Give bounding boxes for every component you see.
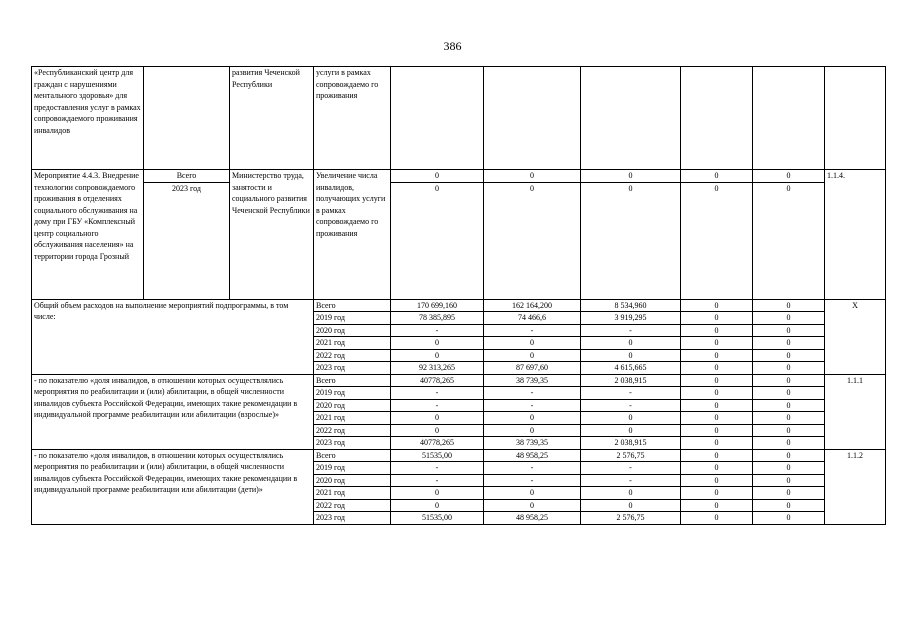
indicator: Увеличение числа инвалидов, получающих услуги в рамках сопровождаемо го проживания — [314, 170, 391, 300]
value-cell: 0 — [681, 170, 753, 183]
value-cell: 0 — [753, 512, 825, 525]
value-cell: 8 534,960 — [581, 299, 681, 312]
value-cell: 0 — [581, 412, 681, 425]
period-cell: 2022 год — [314, 349, 391, 362]
table-row — [32, 182, 886, 299]
value-cell: 0 — [681, 437, 753, 450]
value-cell: 0 — [681, 299, 753, 312]
value-cell: 0 — [753, 449, 825, 462]
value-cell: - — [581, 324, 681, 337]
value-cell: 0 — [484, 412, 581, 425]
value-cell: 0 — [753, 170, 825, 183]
value-cell: 0 — [391, 170, 484, 183]
value-cell: 0 — [581, 170, 681, 183]
value-cell: 0 — [681, 412, 753, 425]
value-cell: 0 — [391, 412, 484, 425]
block-label: - по показателю «доля инвалидов, в отношении которых осуществлялись мероприятия по реабилитации и (или) абилитации, в общей численности инвалидов субъекта Российской Федерации, имеющих такие рекомендации в индивидуальной программе реабилитации или абилитации (дети)» — [32, 449, 314, 524]
value-cell: 0 — [681, 337, 753, 350]
value-cell: 4 615,665 — [581, 362, 681, 375]
value-cell: - — [391, 474, 484, 487]
value-cell: 0 — [681, 182, 753, 299]
value-cell: - — [581, 387, 681, 400]
value-cell: 0 — [391, 182, 484, 299]
value-cell: 51535,00 — [391, 512, 484, 525]
value-cell: 0 — [681, 487, 753, 500]
value-cell: 0 — [581, 499, 681, 512]
value-cell: 0 — [484, 349, 581, 362]
value-cell: 0 — [753, 337, 825, 350]
value-cell: 48 958,25 — [484, 449, 581, 462]
period-cell: 2023 год — [314, 362, 391, 375]
value-cell: 0 — [484, 337, 581, 350]
value-cell: 0 — [753, 324, 825, 337]
period-cell: 2021 год — [314, 337, 391, 350]
table-row — [32, 299, 886, 312]
code-cell: Х — [825, 299, 886, 374]
value-cell: 2 576,75 — [581, 512, 681, 525]
value-cell: 0 — [753, 399, 825, 412]
value-cell: 3 919,295 — [581, 312, 681, 325]
value-cell: - — [484, 387, 581, 400]
value-cell: 0 — [753, 412, 825, 425]
period-cell: 2020 год — [314, 399, 391, 412]
value-cell: 0 — [753, 349, 825, 362]
period-cell: 2022 год — [314, 499, 391, 512]
value-cell: 0 — [681, 349, 753, 362]
value-cell: - — [391, 462, 484, 475]
value-cell: - — [391, 324, 484, 337]
value-cell: 38 739,35 — [484, 374, 581, 387]
period-cell: 2020 год — [314, 474, 391, 487]
table-row — [32, 374, 886, 387]
value-cell: 0 — [681, 462, 753, 475]
value-cell: 0 — [753, 462, 825, 475]
value-cell: 0 — [753, 362, 825, 375]
value-cell: 0 — [681, 474, 753, 487]
value-cell: - — [581, 474, 681, 487]
value-cell: - — [484, 462, 581, 475]
value-cell: 0 — [484, 170, 581, 183]
period-cell: Всего — [314, 449, 391, 462]
value-cell: 0 — [681, 424, 753, 437]
value-cell: - — [484, 474, 581, 487]
value-cell: 0 — [391, 337, 484, 350]
code-cell: 1.1.2 — [825, 449, 886, 524]
value-cell: 78 385,895 — [391, 312, 484, 325]
value-cell: - — [391, 387, 484, 400]
value-cell: 48 958,25 — [484, 512, 581, 525]
value-cell: - — [391, 399, 484, 412]
value-cell: 0 — [484, 424, 581, 437]
value-cell: 0 — [753, 374, 825, 387]
value-cell: 2 576,75 — [581, 449, 681, 462]
value-cell: 0 — [753, 499, 825, 512]
value-cell: 0 — [484, 487, 581, 500]
value-cell: 0 — [681, 499, 753, 512]
period-cell: 2019 год — [314, 312, 391, 325]
period-cell: 2019 год — [314, 387, 391, 400]
value-cell: 0 — [484, 499, 581, 512]
period-cell: 2023 год — [144, 182, 230, 299]
measure-name: Мероприятие 4.4.3. Внедрение технологии сопровождаемого проживания в отделениях социального обслуживания на дому при ГБУ «Комплексный центр социального обслуживания населения» на территории города Грозный — [32, 170, 144, 300]
period-cell: 2023 год — [314, 437, 391, 450]
period-cell: Всего — [314, 299, 391, 312]
value-cell: 0 — [681, 399, 753, 412]
value-cell: 87 697,60 — [484, 362, 581, 375]
table-row — [32, 170, 886, 183]
value-cell: 0 — [681, 374, 753, 387]
executor: развития Чеченской Республики — [230, 67, 314, 170]
value-cell: 40778,265 — [391, 437, 484, 450]
period-cell: Всего — [314, 374, 391, 387]
block-label: Общий объем расходов на выполнение мероприятий подпрограммы, в том числе: — [32, 299, 314, 374]
value-cell: 51535,00 — [391, 449, 484, 462]
value-cell: 0 — [581, 424, 681, 437]
value-cell: 0 — [681, 324, 753, 337]
value-cell: 0 — [581, 182, 681, 299]
period-cell: 2020 год — [314, 324, 391, 337]
value-cell: 0 — [753, 182, 825, 299]
value-cell: 38 739,35 — [484, 437, 581, 450]
value-cell: 92 313,265 — [391, 362, 484, 375]
value-cell: 0 — [681, 312, 753, 325]
value-cell: 0 — [753, 424, 825, 437]
period-cell: 2021 год — [314, 487, 391, 500]
budget-table — [31, 66, 886, 525]
value-cell: 0 — [681, 387, 753, 400]
value-cell: 0 — [753, 312, 825, 325]
value-cell: - — [484, 399, 581, 412]
period-cell: 2023 год — [314, 512, 391, 525]
indicator: услуги в рамках сопровождаемо го проживания — [314, 67, 391, 170]
value-cell: 0 — [753, 387, 825, 400]
code-cell: 1.1.1 — [825, 374, 886, 449]
value-cell: 2 038,915 — [581, 374, 681, 387]
block-label: - по показателю «доля инвалидов, в отношении которых осуществлялись мероприятия по реабилитации и (или) абилитации, в общей численности инвалидов субъекта Российской Федерации, имеющих такие рекомендации в индивидуальной программе реабилитации или абилитации (взрослые)» — [32, 374, 314, 449]
value-cell: 0 — [753, 437, 825, 450]
value-cell: - — [581, 462, 681, 475]
table-row — [32, 67, 886, 170]
value-cell: 2 038,915 — [581, 437, 681, 450]
value-cell: 0 — [753, 487, 825, 500]
value-cell: 0 — [391, 487, 484, 500]
measure-name: «Республиканский центр для граждан с нарушениями ментального здоровья» для предоставления услуг в рамках сопровождаемого проживания инвалидов — [32, 67, 144, 170]
period-cell: 2022 год — [314, 424, 391, 437]
value-cell: 0 — [581, 487, 681, 500]
value-cell: 0 — [581, 349, 681, 362]
value-cell: 0 — [391, 424, 484, 437]
value-cell: 0 — [391, 349, 484, 362]
executor: Министерство труда, занятости и социального развития Чеченской Республики — [230, 170, 314, 300]
value-cell: 40778,265 — [391, 374, 484, 387]
value-cell: 0 — [753, 474, 825, 487]
value-cell: 170 699,160 — [391, 299, 484, 312]
value-cell: - — [581, 399, 681, 412]
value-cell: 0 — [484, 182, 581, 299]
value-cell: 0 — [681, 362, 753, 375]
value-cell: 0 — [681, 449, 753, 462]
table-row — [32, 449, 886, 462]
page-number: 386 — [443, 39, 462, 53]
period-cell: Всего — [144, 170, 230, 183]
value-cell: 162 164,200 — [484, 299, 581, 312]
value-cell: 0 — [581, 337, 681, 350]
value-cell: 74 466,6 — [484, 312, 581, 325]
code-cell: 1.1.4. — [825, 170, 886, 300]
value-cell: 0 — [681, 512, 753, 525]
value-cell: 0 — [391, 499, 484, 512]
period-cell: 2021 год — [314, 412, 391, 425]
period-cell: 2019 год — [314, 462, 391, 475]
value-cell: 0 — [753, 299, 825, 312]
value-cell: - — [484, 324, 581, 337]
